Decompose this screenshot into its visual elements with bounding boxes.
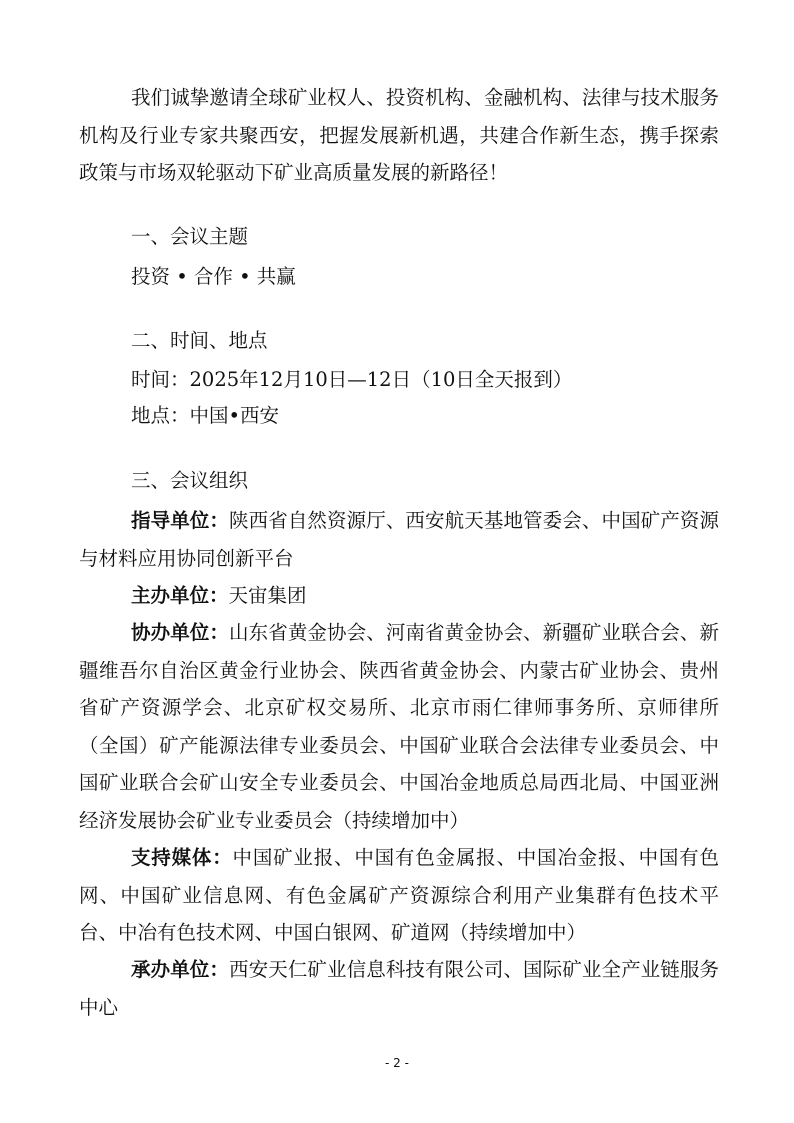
host-unit-text: 天宙集团 [228,584,307,607]
guide-unit-text: 陕西省自然资源厅、西安航天基地管委会、中国矿产资源与材料应用协同创新平台 [79,509,719,570]
organizer-label: 承办单位： [131,958,230,981]
guide-unit-label: 指导单位： [131,509,230,532]
section-heading-time-place: 二、时间、地点 [131,329,268,352]
host-unit-label: 主办单位： [131,584,229,607]
media-label: 支持媒体： [131,846,233,869]
organizer-text: 西安天仁矿业信息科技有限公司、国际矿业全产业链服务中心 [79,958,719,1019]
co-unit-text: 山东省黄金协会、河南省黄金协会、新疆矿业联合会、新疆维吾尔自治区黄金行业协会、陕西省黄金协会、内蒙古矿业协会、贵州省矿产资源学会、北京矿权交易所、北京市雨仁律师事务所、京师律所（全国）矿产能源法律专业委员会、中国矿业联合会法律专业委员会、中国矿业联合会矿山安全专业委员会、中国冶金地质总局西北局、中国亚洲经济发展协会矿业专业委员会（持续增加中） [79,621,719,832]
media-text: 中国矿业报、中国有色金属报、中国冶金报、中国有色网、中国矿业信息网、有色金属矿产资源综合利用产业集群有色技术平台、中冶有色技术网、中国白银网、矿道网（持续增加中） [79,846,719,944]
place-text: 地点：中国•西安 [131,404,280,427]
page-number: - 2 - [385,1056,409,1070]
guide-unit-paragraph [79,502,719,577]
co-unit-paragraph [79,614,719,839]
theme-text: 投资 • 合作 • 共赢 [131,265,296,288]
host-unit-paragraph [79,577,719,615]
media-paragraph [79,839,719,952]
organizer-paragraph [79,951,719,1026]
section-heading-theme: 一、会议主题 [131,225,249,248]
co-unit-label: 协办单位： [131,621,230,644]
intro-paragraph: 我们诚挚邀请全球矿业权人、投资机构、金融机构、法律与技术服务机构及行业专家共聚西安，把握发展新机遇，共建合作新生态，携手探索政策与市场双轮驱动下矿业高质量发展的新路径！ [79,86,719,184]
section-heading-organization: 三、会议组织 [131,469,249,492]
time-text: 时间：2025年12月10日—12日（10日全天报到） [131,368,573,391]
